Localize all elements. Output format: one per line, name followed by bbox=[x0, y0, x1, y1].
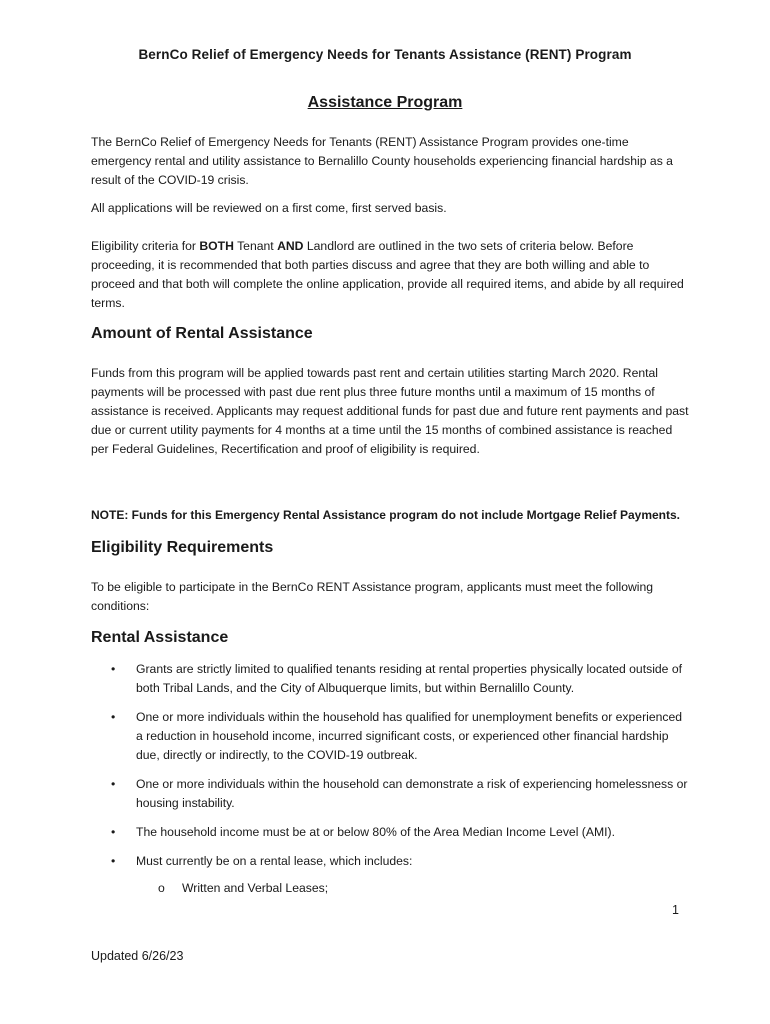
requirements-list bbox=[91, 660, 691, 881]
list-item-text: The household income must be at or below 80% of the Area Median Income Level (AMI). bbox=[136, 825, 615, 839]
amount-heading: Amount of Rental Assistance bbox=[91, 325, 313, 342]
amount-paragraph: Funds from this program will be applied towards past rent and certain utilities starting March 2020. Rental payments will be processed with past due rent plus three future months until a maximum of 15 months of assistance is received. Applicants may request additional funds for past due and future rent payments and past due or current utility payments for 4 months at a time until the 15 months of combined assistance is reached per Federal Guidelines, Recertification and proof of eligibility is required. bbox=[91, 366, 689, 456]
page-title: Assistance Program bbox=[307, 94, 463, 111]
sub-list-item-text: Written and Verbal Leases; bbox=[182, 881, 329, 895]
sub-bullet-icon: o bbox=[158, 881, 165, 895]
list-item-text: Grants are strictly limited to qualified tenants residing at rental properties physically located outside of both Tribal Lands, and the City of Albuquerque limits, but within Bernalillo County. bbox=[136, 662, 683, 695]
bullet-icon: • bbox=[111, 710, 116, 724]
bullet-icon: • bbox=[111, 854, 116, 868]
intro-paragraph: The BernCo Relief of Emergency Needs for Tenants (RENT) Assistance Program provides one-time emergency rental and utility assistance to Bernalillo County households experiencing financial hardship as a result of the COVID-19 crisis. bbox=[91, 135, 673, 187]
eligibility-intro-text-3: Landlord are outlined in the two sets of criteria below. Before proceeding, it is recommended that both parties discuss and agree that they are both willing and able to proceed and that both will complete the online application, provide all required items, and abide by all required terms. bbox=[91, 239, 684, 310]
page-number: 1 bbox=[672, 903, 679, 917]
eligibility-intro-text-1: Eligibility criteria for bbox=[91, 239, 200, 253]
first-come-paragraph: All applications will be reviewed on a first come, first served basis. bbox=[91, 201, 447, 215]
list-item bbox=[91, 823, 691, 842]
bullet-icon: • bbox=[111, 777, 116, 791]
eligibility-heading: Eligibility Requirements bbox=[91, 539, 274, 556]
list-item bbox=[91, 852, 691, 871]
document-header: BernCo Relief of Emergency Needs for Tenants Assistance (RENT) Program bbox=[138, 47, 632, 62]
list-item-text: One or more individuals within the household has qualified for unemployment benefits or experienced a reduction in household income, incurred significant costs, or experienced other financial hardship due, directly or indirectly, to the COVID-19 outbreak. bbox=[136, 710, 683, 762]
eligibility-intro-and: AND bbox=[277, 239, 304, 253]
list-item bbox=[91, 775, 691, 813]
bullet-icon: • bbox=[111, 662, 116, 676]
bullet-icon: • bbox=[111, 825, 116, 839]
list-item-text: One or more individuals within the household can demonstrate a risk of experiencing homelessness or housing instability. bbox=[136, 777, 688, 810]
sub-list-item bbox=[158, 879, 328, 898]
rental-assistance-heading: Rental Assistance bbox=[91, 629, 229, 646]
list-item bbox=[91, 708, 691, 765]
eligibility-intro-text-2: Tenant bbox=[233, 239, 278, 253]
note-text: NOTE: Funds for this Emergency Rental Assistance program do not include Mortgage Relief Payments. bbox=[91, 508, 680, 522]
eligibility-intro-paragraph bbox=[91, 237, 691, 313]
eligibility-paragraph: To be eligible to participate in the BernCo RENT Assistance program, applicants must meet the following conditions: bbox=[91, 580, 654, 613]
eligibility-intro-both: BOTH bbox=[199, 239, 234, 253]
updated-date: Updated 6/26/23 bbox=[91, 949, 184, 963]
list-item bbox=[91, 660, 691, 698]
list-item-text: Must currently be on a rental lease, which includes: bbox=[136, 854, 413, 868]
